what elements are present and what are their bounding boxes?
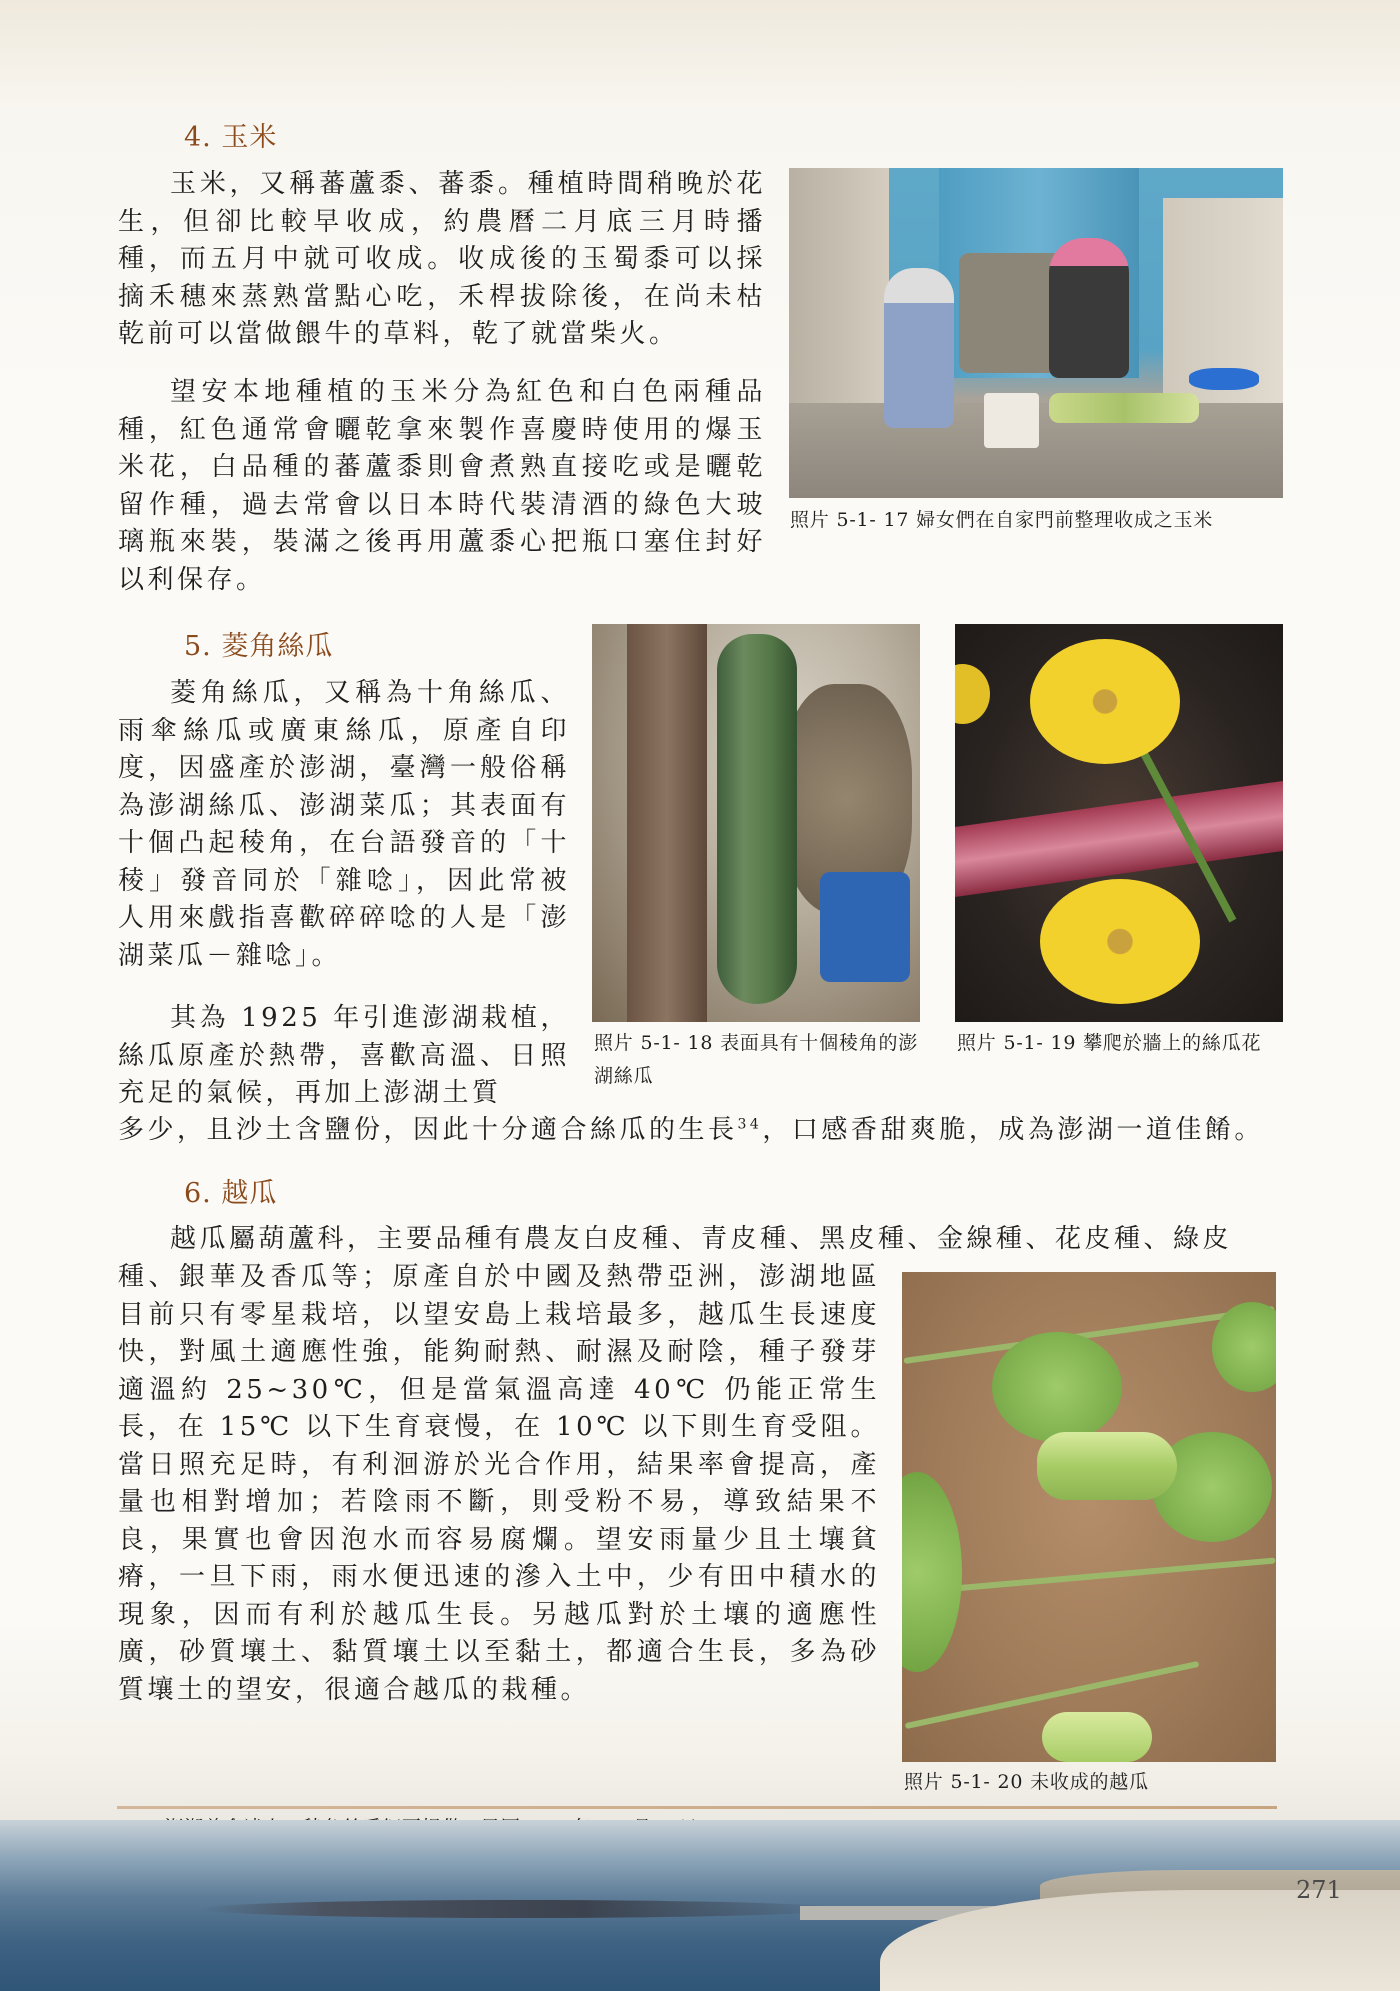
corn-paragraph-2: 望安本地種植的玉米分為紅色和白色兩種品種，紅色通常會曬乾拿來製作喜慶時使用的爆玉米花，白品種的蕃蘆黍則會煮熟直接吃或是曬乾留作種，過去常會以日本時代裝清酒的綠色大玻璃瓶來裝，裝滿之後再用蘆黍心把瓶口塞住封好以利保存。 (118, 377, 766, 595)
seascape-banner (0, 1820, 1400, 1991)
corn-paragraph-1: 玉米，又稱蕃蘆黍、蕃黍。種植時間稍晚於花生，但卻比較早收成，約農曆二月底三月時播種，而五月中就可收成。收成後的玉蜀黍可以採摘禾穗來蒸熟當點心吃，禾桿拔除後，在尚未枯乾前可以當做餵牛的草料，乾了就當柴火。 (118, 169, 766, 349)
photo-luffa-flowers (955, 624, 1283, 1022)
luffa-paragraph-2-continued (118, 1112, 1283, 1150)
luffa-paragraph-1: 菱角絲瓜，又稱為十角絲瓜、雨傘絲瓜或廣東絲瓜，原產自印度，因盛產於澎湖，臺灣一般俗稱為澎湖絲瓜、澎湖菜瓜；其表面有十個凸起稜角，在台語發音的「十稜」發音同於「雜唸」，因此常被人用來戲指喜歡碎碎唸的人是「澎湖菜瓜－雜唸」。 (118, 678, 570, 971)
melon-paragraph-first-line: 越瓜屬葫蘆科，主要品種有農友白皮種、青皮種、黑皮種、金線種、花皮種、綠皮 (170, 1224, 1233, 1254)
caption-photo-18: 照片 5-1- 18 表面具有十個稜角的澎湖絲瓜 (594, 1032, 919, 1087)
photo-angled-luffa-fruit (592, 624, 920, 1022)
luffa-paragraph-2-text-a: 多少，且沙土含鹽份，因此十分適合絲瓜的生長 (118, 1115, 738, 1145)
section-heading-angled-luffa: 5. 菱角絲瓜 (184, 631, 334, 662)
photo-women-sorting-corn (789, 168, 1283, 498)
footnote-reference-34: 34 (737, 1116, 763, 1133)
section-heading-oriental-pickling-melon: 6. 越瓜 (184, 1178, 278, 1209)
footnote-divider (117, 1806, 1277, 1809)
melon-paragraph: 種、銀華及香瓜等；原產自於中國及熱帶亞洲，澎湖地區目前只有零星栽培，以望安島上栽培最多，越瓜生長速度快，對風土適應性強，能夠耐熱、耐濕及耐陰，種子發芽適溫約 25~30℃，但是當氣溫高達 40℃ 仍能正常生長，在 15℃ 以下生育衰慢，在 10℃ 以下則生育受阻。當日照充足時，有利洄游於光合作用，結果率會提高，產量也相對增加；若陰雨不斷，則受粉不易，導致結果不良，果實也會因泡水而容易腐爛。望安雨量少且土壤貧瘠，一旦下雨，雨水便迅速的滲入土中，少有田中積水的現象，因而有利於越瓜生長。另越瓜對於土壤的適應性廣，砂質壤土、黏質壤土以至黏土，都適合生長，多為砂質壤土的望安，很適合越瓜的栽種。 (118, 1262, 880, 1705)
luffa-paragraph-2-text-b: ，口感香甜爽脆，成為澎湖一道佳餚。 (762, 1115, 1264, 1145)
caption-photo-20: 照片 5-1- 20 未收成的越瓜 (904, 1771, 1149, 1793)
caption-photo-19: 照片 5-1- 19 攀爬於牆上的絲瓜花 (957, 1032, 1262, 1054)
page-number: 271 (1296, 1876, 1342, 1904)
photo-unharvested-melon (902, 1272, 1276, 1762)
section-heading-corn: 4. 玉米 (184, 122, 278, 153)
caption-photo-17: 照片 5-1- 17 婦女們在自家門前整理收成之玉米 (790, 509, 1214, 531)
luffa-paragraph-2: 其為 1925 年引進澎湖栽植，絲瓜原產於熱帶，喜歡高溫、日照充足的氣候，再加上澎湖土質 (118, 1003, 570, 1108)
